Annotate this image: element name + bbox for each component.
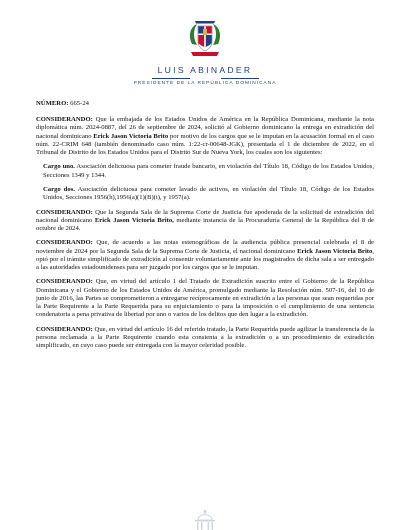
person-name: Erick Jason Victoria Brito	[297, 247, 373, 255]
paragraph-label: CONSIDERANDO:	[36, 208, 93, 216]
considerando-paragraph-1	[36, 116, 374, 157]
cargo-text: Asociación delictuosa para cometer fraude bancario, en violación del Título 18, Código de los Estados Unidos, Secciones 1349 y 1344.	[43, 163, 374, 179]
header-subtitle: PRESIDENTE DE LA REPÚBLICA DOMINICANA	[133, 81, 277, 86]
considerando-paragraph-2	[36, 209, 374, 234]
paragraph-text: Que, de acuerdo a las notas estenográficas de la audiencia pública presencial celebrada el 8 de noviembre de 2024 por la Segunda Sala de la Suprema Corte de Justicia, el nacional dominicano	[36, 239, 374, 255]
header-name: LUIS ABINADER	[157, 65, 253, 75]
paragraph-label: CONSIDERANDO:	[36, 239, 93, 247]
person-name: Erick Jason Victoria Brito,	[94, 216, 174, 224]
header-rule-right	[221, 78, 259, 79]
numero-line	[36, 100, 374, 108]
considerando-paragraph-4	[36, 278, 374, 319]
cargo-uno-paragraph	[43, 163, 374, 179]
cargo-label: Cargo dos.	[43, 186, 75, 193]
paragraph-text: Que la embajada de los Estados Unidos de América en la República Dominicana, mediante la nota diplomática núm. 2024-0887, del 26 de septiembre de 2024, solicitó al Gobierno dominicano la entrega en extradición del nacional dominicano	[36, 116, 374, 140]
coat-of-arms-seal-icon	[186, 20, 224, 62]
paragraph-label: CONSIDERANDO:	[36, 116, 93, 124]
cargo-text: Asociación delictuosa para cometer lavado de activos, en violación del Título 18, Código de los Estados Unidos, Secciones 1956(h),1956(a)(1)(B)(i), y 1957(a).	[43, 186, 375, 202]
national-palace-watermark-icon	[190, 506, 220, 530]
considerando-paragraph-5	[36, 326, 374, 351]
numero-label: NÚMERO:	[36, 100, 69, 107]
paragraph-label: CONSIDERANDO:	[36, 325, 93, 333]
paragraph-text: Que, en virtud del artículo 16 del referido tratado, la Parte Requerida puede agilizar la transferencia de la persona reclamada a la Parte Requirente cuando esta consienta a la extradición o a un procedimiento de extradición simplificado, en cuyo caso puede ser entregada con la mayor celeridad posible.	[36, 325, 374, 349]
paragraph-text: por motivo de los cargos que se le imputan en la acusación formal en el caso núm. 22-CRIM 648 (también denominado caso núm. 1:22-cr-00648-JGK), presentada el 1 de diciembre de 2022, en el Tribunal de Distrito de los Estados Unidos para el Distrito Sur de Nueva York, los cuales son los siguientes:	[36, 132, 374, 157]
considerando-paragraph-3	[36, 239, 374, 272]
paragraph-text: mediante instancia de la Procuraduría General de la República del 8 de octubre de 2024.	[36, 216, 374, 232]
header-rule-left	[152, 78, 190, 79]
paragraph-text: , optó por el trámite simplificado de extradición al consentir voluntariamente ante los magistrados de dicha sala a ser entregado a las autoridades estadounidenses para ser juzgado por los cargos que se le imputan.	[36, 247, 374, 271]
cargo-dos-paragraph	[43, 186, 374, 202]
person-name: Erick Jason Victoria Brito	[93, 132, 169, 140]
numero-value: 665-24	[70, 100, 89, 107]
document-body	[36, 100, 374, 356]
paragraph-label: CONSIDERANDO:	[36, 278, 93, 286]
paragraph-text: Que, en virtud del artículo 1 del Tratado de Extradición suscrito entre el Gobierno de la República Dominicana y el Gobierno de los Estados Unidos de América, promulgado mediante la Resolución núm. 507-16, del 10 de junio de 2016, las Partes se comprometieron a entregarse recíprocamente en extradición a las personas que sean requeridas por la Parte Requirente a la Parte Requerida para su enjuiciamiento o para la imposición o el cumplimiento de una sentencia condenatoria a pena privativa de libertad por uno o varios de los delitos que den lugar a la extradición.	[36, 278, 374, 319]
paragraph-text: Que la Segunda Sala de la Suprema Corte de Justicia fue apoderada de la solicitud de extradición del nacional dominicano	[36, 208, 374, 224]
cargo-label: Cargo uno.	[43, 163, 75, 171]
